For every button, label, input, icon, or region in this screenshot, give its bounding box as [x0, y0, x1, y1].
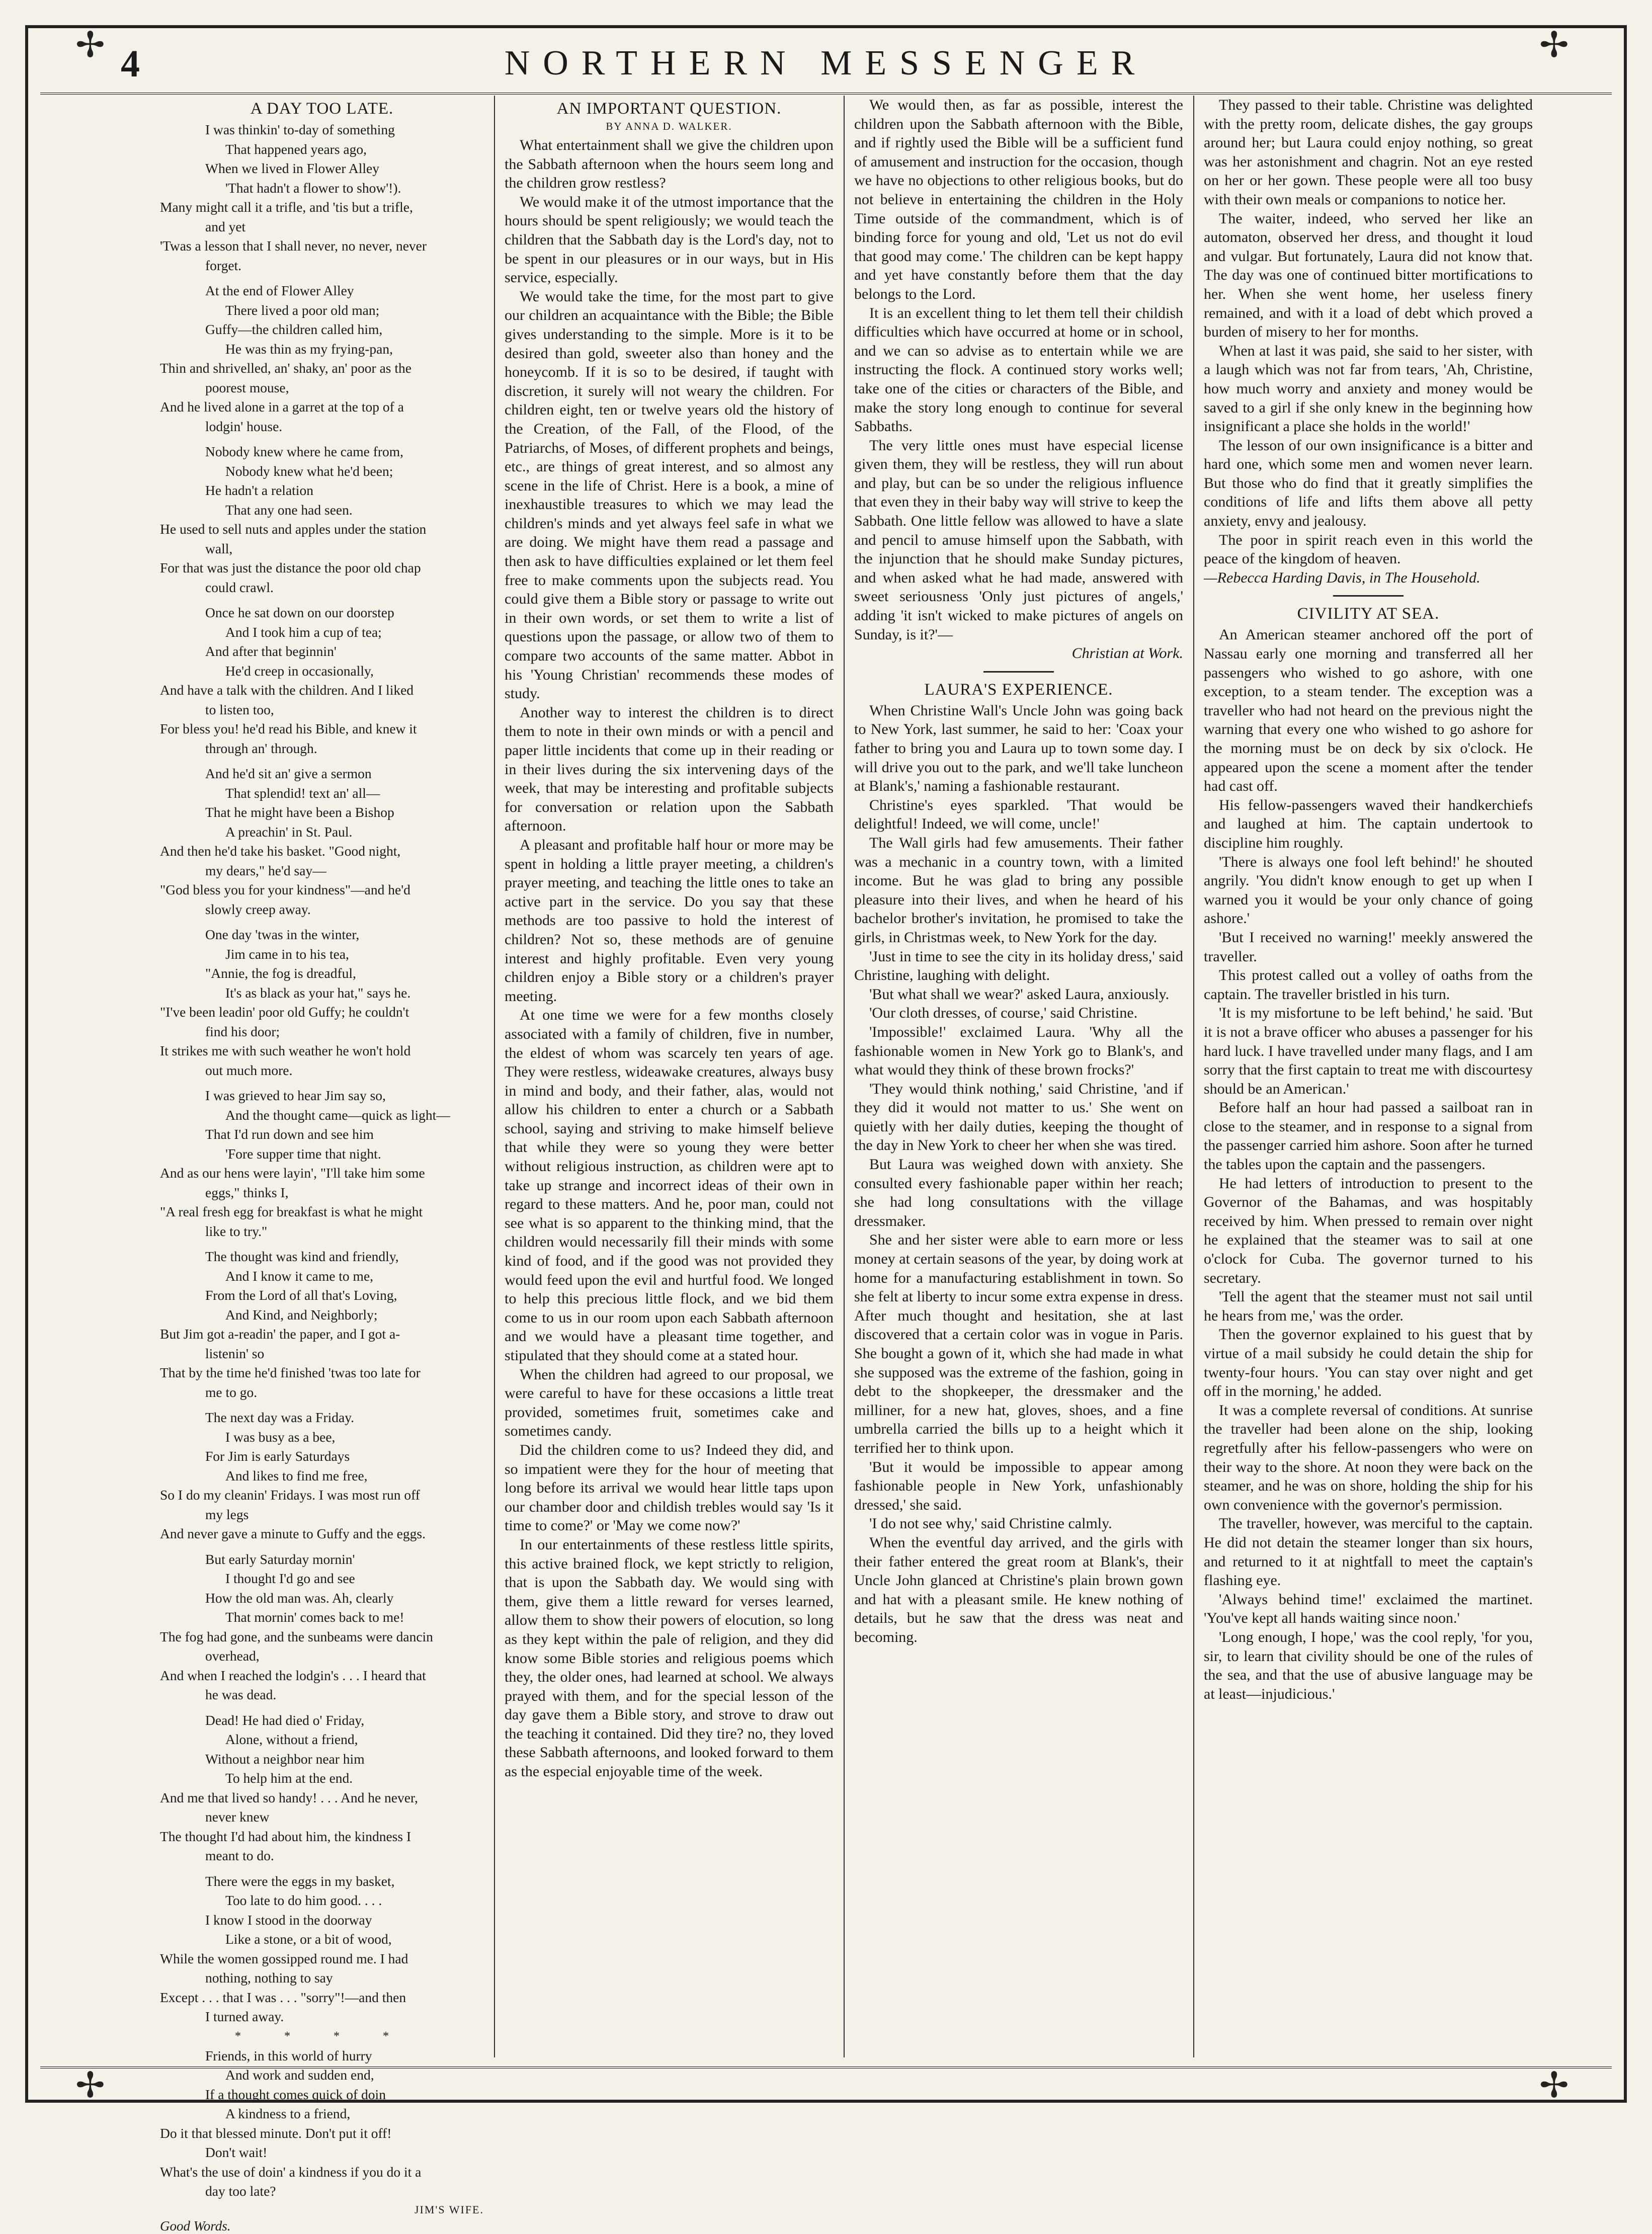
poem-line: 'That hadn't a flower to show'!).	[225, 180, 401, 196]
poem-line: And as our hens were layin', "I'll take him some	[160, 1165, 425, 1181]
paragraph: Another way to interest the children is to direct them to note in their own minds or with a pencil and paper little incidents that come up in their reading or in their lives during the six intervening days of the week, that may be interesting and profitable subjects for conversation or relation upon the Sabbath afternoon.	[505, 704, 834, 835]
poem-line: The fog had gone, and the sunbeams were dancin	[160, 1628, 433, 1644]
paragraph: A pleasant and profitable half hour or more may be spent in holding a little prayer meeting, a children's prayer meeting, and teaching the little ones to take an active part in the service. Do you say that these methods are too passive to hold the interest of children? Not so, these methods are of genuine interest and highly profitable. Even very young children enjoy a Bible story or a children's prayer meeting.	[505, 836, 834, 1005]
poem-line: That splendid! text an' all—	[225, 785, 380, 801]
paragraph: They passed to their table. Christine was delighted with the pretty room, delicate dishes, the gay groups around her; but Laura could enjoy nothing, so great was her astonishment and chagrin. Not an eye rested on her or her gown. These people were all too busy with their own meals or companions to notice her.	[1204, 97, 1533, 208]
poem-line: Thin and shrivelled, an' shaky, an' poor as the	[160, 360, 411, 376]
article-body	[1204, 625, 1533, 1703]
poem-signature: JIM'S WIFE.	[414, 2203, 484, 2216]
poem-line: He'd creep in occasionally,	[225, 663, 374, 679]
poem-line: How the old man was. Ah, clearly	[205, 1590, 394, 1606]
poem-line: And never gave a minute to Guffy and the eggs.	[160, 1526, 426, 1541]
stanza-gap	[160, 275, 484, 281]
paragraph: What entertainment shall we give the children upon the Sabbath afternoon when the hours seem long and the children grow restless?	[505, 137, 834, 192]
poem-line: And work and sudden end,	[225, 2067, 374, 2083]
paragraph: When at last it was paid, she said to her sister, with a laugh which was not far from tears, 'Ah, Christine, how much worry and anxiety and money would be saved to a girl if she only knew in the beginning how insignificant a place she holds in the world!'	[1204, 342, 1533, 435]
poem-line: So I do my cleanin' Fridays. I was most run off	[160, 1487, 420, 1503]
paragraph: We would then, as far as possible, interest the children upon the Sabbath afternoon with the Bible, and if rightly used the Bible will be a sufficient fund of amusement and instruction for the occasion, though we have no objections to other religious books, but do not believe in entertaining the children in the Holy Time outside of the commandment, which is of binding force for young and old, 'Let us not do evil that good may come.' The children can be kept happy and yet have constantly before them that the day belongs to the Lord.	[854, 97, 1183, 302]
poem-line: When we lived in Flower Alley	[205, 160, 379, 176]
poem-line: And he lived alone in a garret at the top of a	[160, 399, 404, 415]
newspaper-title: NORTHERN MESSENGER	[504, 44, 1148, 82]
poem-line: While the women gossipped round me. I had	[160, 1950, 408, 1966]
poem-line: That by the time he'd finished 'twas too late for	[160, 1365, 421, 1380]
stanza-gap	[160, 1402, 484, 1408]
paragraph: When the children had agreed to our proposal, we were careful to have for these occasions a little treat provided, sometimes fruit, sometimes cake and sometimes candy.	[505, 1366, 834, 1440]
paragraph: The traveller, however, was merciful to the captain. He did not detain the steamer longer than six hours, and returned to it at nightfall to meet the captain's flashing eye.	[1204, 1515, 1533, 1589]
poem-line: and yet	[205, 218, 246, 234]
poem-line: slowly creep away.	[205, 901, 311, 917]
poem-line: 'Twas a lesson that I shall never, no never, never	[160, 238, 427, 254]
poem-line: A kindness to a friend,	[225, 2106, 351, 2121]
poem-line: through an' through.	[205, 740, 317, 756]
poem-line: The thought was kind and friendly,	[205, 1249, 399, 1264]
poem-line: poorest mouse,	[205, 379, 289, 395]
paragraph: 'But it would be impossible to appear among fashionable people in New York, unfashionably dressed,' she said.	[854, 1458, 1183, 1513]
paragraph: 'It is my misfortune to be left behind,' he said. 'But it is not a brave officer who abuses a passenger for his hard luck. I have travelled under many flags, and I am sorry that the first captain to treat me with discourtesy should be an American.'	[1204, 1005, 1533, 1097]
article-byline: BY ANNA D. WALKER.	[606, 120, 732, 132]
poem-line: The thought I'd had about him, the kindness I	[160, 1828, 411, 1844]
stanza-gap	[160, 1544, 484, 1550]
stanza-gap	[160, 1705, 484, 1711]
poem-line: Don't wait!	[205, 2144, 268, 2160]
poem-line: out much more.	[205, 1062, 293, 1078]
paragraph: 'But I received no warning!' meekly answered the traveller.	[1204, 929, 1533, 965]
poem-line: to listen too,	[205, 701, 274, 717]
poem-line: wall,	[205, 540, 233, 556]
article-body	[505, 136, 834, 1781]
column-rule	[494, 96, 495, 2057]
corner-ornament-top-left: ✢	[75, 26, 105, 65]
poem-line: To help him at the end.	[225, 1770, 353, 1786]
paragraph: 'But what shall we wear?' asked Laura, anxiously.	[869, 985, 1170, 1003]
paragraph: 'They would think nothing,' said Christine, 'and if they did it would not matter to us.' She went on quietly with her daily duties, keeping the thought of the day in New York to cheer her when she was tired.	[854, 1080, 1183, 1154]
paragraph: 'Always behind time!' exclaimed the martinet. 'You've kept all hands waiting since noon.'	[1204, 1591, 1533, 1627]
poem-line: I was grieved to hear Jim say so,	[205, 1088, 386, 1103]
poem-line: Except . . . that I was . . . "sorry"!—and then	[160, 1989, 406, 2005]
paragraph: When Christine Wall's Uncle John was going back to New York, last summer, he said to her: 'Coax your father to bring you and Laura up to town some day. I will drive you out to the park, and we'll take luncheon at Blank's,' naming a fashionable restaurant.	[854, 702, 1183, 795]
paragraph: An American steamer anchored off the port of Nassau early one morning and transferred all her passengers who wished to go ashore, with one exception, to a steam tender. The exception was a traveller who had not heard on the previous night the warning that every one who wished to go ashore for the morning must be on deck by six o'clock. He appeared upon the scene a moment after the tender had cast off.	[1204, 626, 1533, 795]
poem-line: Once he sat down on our doorstep	[205, 605, 394, 620]
poem-line: And when I reached the lodgin's . . . I heard that	[160, 1667, 426, 1683]
poem-line: And Kind, and Neighborly;	[225, 1306, 378, 1322]
stanza-gap	[160, 919, 484, 925]
poem-line: could crawl.	[205, 579, 274, 595]
poem-line: never knew	[205, 1809, 270, 1825]
paragraph: 'I do not see why,' said Christine calmly.	[869, 1515, 1112, 1532]
poem-line: me to go.	[205, 1384, 258, 1400]
poem-line: Too late to do him good. . . .	[225, 1892, 382, 1908]
poem-line: Friends, in this world of hurry	[205, 2047, 372, 2063]
poem-line: He was thin as my frying-pan,	[225, 341, 393, 357]
paragraph: We would make it of the utmost importance that the hours should be spent religiously; we would teach the children that the Sabbath day is the Lord's day, not to be spent in our pleasures or in our ways, but in His service, especially.	[505, 193, 834, 286]
poem-line: One day 'twas in the winter,	[205, 927, 360, 942]
corner-ornament-bottom-left: ✢	[75, 2066, 105, 2105]
paragraph: The very little ones must have especial license given them, they will be restless, they will run about and play, but can be so under the religious influence that even they in their baby way will strive to keep the Sabbath. One little fellow was allowed to have a slate and pencil to amuse himself upon the Sabbath, with the injunction that he should make Sunday pictures, and when asked what he had made, answered with sweet seriousness 'Only just pictures of angels,' adding 'it isn't wicked to make pictures of angels on Sunday, is it?'—	[854, 437, 1183, 643]
poem-line: And likes to find me free,	[225, 1467, 368, 1483]
stanza-gap	[160, 597, 484, 603]
poem-line: There were the eggs in my basket,	[205, 1873, 395, 1889]
stanza-gap	[160, 1080, 484, 1086]
poem-line: Jim came in to his tea,	[225, 946, 349, 962]
paragraph: This protest called out a volley of oaths from the captain. The traveller bristled in his turn.	[1204, 967, 1533, 1003]
poem-line: he was dead.	[205, 1687, 277, 1702]
poem-line: I turned away.	[205, 2009, 284, 2024]
page-number: 4	[121, 43, 140, 85]
poem-body	[160, 120, 484, 2027]
poem-line: From the Lord of all that's Loving,	[205, 1287, 397, 1303]
poem-line: Alone, without a friend,	[225, 1731, 358, 1747]
poem-line: Without a neighbor near him	[205, 1751, 365, 1767]
poem-line: For bless you! he'd read his Bible, and knew it	[160, 721, 417, 736]
paragraph: When the eventful day arrived, and the girls with their father entered the great room at Blank's, their Uncle John glanced at Christine's plain brown gown and hat with a pleasant smile. He knew nothing of details, but he saw that the dress was neat and becoming.	[854, 1534, 1183, 1645]
paragraph: 'There is always one fool left behind!' he shouted angrily. 'You didn't know enough to get up when I warned you it would be your only chance of going ashore.'	[1204, 853, 1533, 927]
article-title: CIVILITY AT SEA.	[1297, 605, 1440, 623]
poem-line: But early Saturday mornin'	[205, 1551, 355, 1567]
poem-line: day too late?	[205, 2183, 276, 2199]
column-important-question	[495, 96, 843, 2057]
poem-line: "A real fresh egg for breakfast is what he might	[160, 1204, 423, 1219]
article-continuation	[854, 96, 1183, 663]
poem-line: "I've been leadin' poor old Guffy; he couldn't	[160, 1004, 409, 1020]
poem-line: And the thought came—quick as light—	[225, 1107, 450, 1123]
paragraph: She and her sister were able to earn more or less money at certain seasons of the year, by doing work at home for a manufacturing establishment in town. So she felt at liberty to incur some extra expense in dress. After much thought and hesitation, she at last discovered that a certain color was in vogue in Paris. She bought a gown of it, which she had made in what she supposed was the extreme of the fashion, going in debt to the shopkeeper, the dressmaker and the milliner, for a new hat, gloves, shoes, and a fine umbrella carried the bills up to a height which it terrified her to think upon.	[854, 1231, 1183, 1456]
poem-line: Nobody knew what he'd been;	[225, 463, 393, 479]
paragraph: It was a complete reversal of conditions. At sunrise the traveller had been alone on the ship, looking regretfully after his fellow-passengers who were on their way to the shore. At noon they were back on the steamer, and he was on shore, holding the ship for his own convenience with the governor's permission.	[1204, 1401, 1533, 1513]
column-rule	[1193, 96, 1194, 2057]
paragraph: 'Impossible!' exclaimed Laura. 'Why all the fashionable women in New York go to Blank's, and what would they think of these brown frocks?'	[854, 1023, 1183, 1079]
poem-line: But Jim got a-readin' the paper, and I got a-	[160, 1326, 400, 1342]
poem-line: And me that lived so handy! . . . And he never,	[160, 1789, 418, 1805]
poem-line: lodgin' house.	[205, 418, 283, 434]
poem-line: It strikes me with such weather he won't hold	[160, 1043, 411, 1058]
column-civility-at-sea	[1195, 96, 1542, 2057]
poem-line: At the end of Flower Alley	[205, 283, 354, 298]
poem-line: I was busy as a bee,	[225, 1429, 336, 1445]
poem-line: Dead! He had died o' Friday,	[205, 1712, 365, 1728]
poem-line: eggs," thinks I,	[205, 1184, 289, 1200]
poem-line: nothing, nothing to say	[205, 1970, 333, 1985]
paragraph: Then the governor explained to his guest that by virtue of a mail subsidy he could detain the ship for twenty-four hours. 'You can stay over night and get off in the morning,' he added.	[1204, 1326, 1533, 1400]
poem-line: And I know it came to me,	[225, 1268, 374, 1284]
poem-line: That mornin' comes back to me!	[225, 1609, 404, 1625]
paragraph: The lesson of our own insignificance is a bitter and hard one, which some men and women never learn. But those who do find that it greatly simplifies the conditions of life and lifts them above all petty anxiety, envy and jealousy.	[1204, 437, 1533, 530]
poem-line: forget.	[205, 257, 242, 273]
article-continuation	[1204, 96, 1533, 587]
poem-line: That happened years ago,	[225, 141, 367, 157]
paragraph: The waiter, indeed, who served her like an automaton, observed her dress, and thought it loud and vulgar. But fortunately, Laura did not know that. The day was one of continued bitter mortifications to her. When she went home, her useless finery remained, and with it a load of debt which proved a burden of misery to her for months.	[1204, 210, 1533, 341]
paragraph: 'Our cloth dresses, of course,' said Christine.	[869, 1005, 1138, 1022]
poem-line: And he'd sit an' give a sermon	[205, 766, 372, 781]
paragraph: It is an excellent thing to let them tell their childish difficulties which have occurred at home or in school, and we can so advise as to entertain while we are instructing the flock. A continued story works well; take one of the cities or characters of the Bible, and make the story long enough to continue for several Sabbaths.	[854, 304, 1183, 435]
poem-line: my legs	[205, 1506, 249, 1522]
poem-line: The next day was a Friday.	[205, 1410, 355, 1425]
article-title: LAURA'S EXPERIENCE.	[924, 680, 1113, 699]
stanza-gap	[160, 1241, 484, 1247]
poem-line: Do it that blessed minute. Don't put it off!	[160, 2125, 392, 2141]
paragraph: In our entertainments of these restless little spirits, this active brained flock, we kept strictly to religion, that is upon the Sabbath day. We would sing with them, give them a little reward for verses learned, allow them to show their powers of elocution, so long as they kept within the pale of religion, and they did know some Bible stories and religious poems which they, the older ones, had learned at school. We always prayed with them, and for the special lesson of the day gave them a Bible story, and strove to draw out the teaching it contained. Did they tire? no, they loved these Sabbath afternoons, and looked forward to them as the especial enjoyable time of the week.	[505, 1536, 834, 1780]
article-source: —Rebecca Harding Davis, in The Household.	[1204, 569, 1480, 586]
poem-line: He used to sell nuts and apples under the station	[160, 521, 427, 537]
poem-line: For that was just the distance the poor old chap	[160, 560, 421, 575]
paragraph: His fellow-passengers waved their handkerchiefs and laughed at him. The captain undertook to discipline him roughly.	[1204, 796, 1533, 851]
corner-ornament-bottom-right: ✢	[1539, 2066, 1569, 2105]
poem-line: Nobody knew where he came from,	[205, 444, 404, 459]
stanza-gap	[160, 758, 484, 764]
poem-line: I was thinkin' to-day of something	[205, 122, 395, 137]
column-laura-experience	[845, 96, 1192, 2057]
poem-line: my dears," he'd say—	[205, 862, 326, 878]
article-body	[854, 701, 1183, 1647]
paragraph: 'Just in time to see the city in its holiday dress,' said Christine, laughing with delight.	[854, 948, 1183, 984]
poem-title: A DAY TOO LATE.	[250, 100, 394, 118]
poem-line: "Annie, the fog is dreadful,	[205, 965, 356, 981]
paragraph: But Laura was weighed down with anxiety. She consulted every fashionable paper within her reach; she had long consultations with the village dressmaker.	[854, 1156, 1183, 1229]
poem-line: Guffy—the children called him,	[205, 321, 383, 337]
poem-line: It's as black as your hat," says he.	[225, 984, 411, 1001]
article-source: Christian at Work.	[1071, 645, 1183, 662]
poem-line: And after that beginnin'	[205, 643, 337, 659]
poem-line: And have a talk with the children. And I liked	[160, 682, 414, 698]
paragraph: The Wall girls had few amusements. Their father was a mechanic in a country town, with a limited income. But he was glad to bring any possible pleasure into their lives, and when he heard of his bachelor brother's invitation, he promised to take the girls, in Christmas week, to New York for the day.	[854, 834, 1183, 946]
paragraph: Christine's eyes sparkled. 'That would be delightful! Indeed, we will come, uncle!'	[854, 796, 1183, 833]
paragraph: 'Long enough, I hope,' was the cool reply, 'for you, sir, to learn that civility should be one of the rules of the sea, and that the use of abusive language may be at least—injudicious.'	[1204, 1628, 1533, 1702]
poem-line: That I'd run down and see him	[205, 1126, 374, 1142]
poem-line: A preachin' in St. Paul.	[225, 823, 353, 840]
poem-line: He hadn't a relation	[205, 482, 313, 498]
poem-line: And then he'd take his basket. "Good night,	[160, 843, 401, 859]
footer-rule	[40, 2066, 1612, 2068]
corner-ornament-top-right: ✢	[1539, 26, 1569, 65]
poem-line: I thought I'd go and see	[225, 1570, 355, 1586]
column-poem	[151, 96, 493, 2233]
poem-line: overhead,	[205, 1648, 260, 1664]
stanza-gap	[160, 436, 484, 442]
paragraph: He had letters of introduction to present to the Governor of the Bahamas, and was hospitably received by him. When pressed to remain over night he explained that the steamer was to sail at one o'clock for Cuba. The governor turned to his secretary.	[1204, 1175, 1533, 1286]
poem-line: That any one had seen.	[225, 502, 353, 518]
poem-line: If a thought comes quick of doin	[205, 2086, 386, 2102]
paragraph: Before half an hour had passed a sailboat ran in close to the steamer, and in response to a signal from the passenger carried him ashore. Soon after he turned the tables upon the captain and the passengers.	[1204, 1099, 1533, 1173]
poem-line: Many might call it a trifle, and 'tis but a trifle,	[160, 199, 413, 215]
poem-line: listenin' so	[205, 1345, 265, 1361]
poem-final-stanza	[160, 2046, 484, 2201]
stanza-gap	[160, 1866, 484, 1872]
poem-line: find his door;	[205, 1023, 280, 1039]
poem-line: What's the use of doin' a kindness if you do it a	[160, 2164, 422, 2180]
paragraph: At one time we were for a few months closely associated with a family of children, five in number, the eldest of whom was scarcely ten years of age. They were restless, wideawake creatures, always busy in mind and body, and their father, alas, would not allow his children to enter a church or a Sabbath school, saying and striving to make himself believe that while they were so young they were better without religious instruction, as children were apt to take up strange and incorrect ideas of their own in regard to these matters. And he, poor man, could not see what is so apparent to the thinking mind, that the children would necessarily fill their minds with some kind of food, and if the good was not provided they would feed upon the evil and hurtful food. We longed to help this precious little flock, and we bid them come to us in our room upon each Sabbath afternoon and we would have a pleasant time together, and stipulated that they should come at a stated hour.	[505, 1007, 834, 1364]
paragraph: We would take the time, for the most part to give our children an acquaintance with the Bible; the Bible gives understanding to the simple. More is it to be desired than gold, sweeter also than honey and the honeycomb. If it is so to be desired, if taught with discretion, it surely will not weary the children. For children eight, ten or twelve years old the history of the Creation, of the Fall, of the Flood, of the Patriarchs, of Moses, of different prophets and beings, etc., are things of great interest, and so almost any scene in the life of Christ. Here is a book, a mine of inexhaustible treasures to which we may lead the children's minds and yet always feel safe in what we are doing. We might have them read a passage and then ask to have difficulties explained or let them feel free to make comments upon the subjects read. You could give them a Bible story or passage to write out in their own words, or set them to write a list of questions upon the passage, or allow two of them to compare two accounts of the same matter. Abbot in his 'Young Christian' recommends these modes of study.	[505, 288, 834, 702]
poem-line: I know I stood in the doorway	[205, 1912, 372, 1928]
paragraph: Did the children come to us? Indeed they did, and so impatient were they for the hour of meeting that long before its arrival we would hear little taps upon our chamber door and childish trebles would say 'Is it time to come?' or 'May we come now?'	[505, 1441, 834, 1534]
article-title: AN IMPORTANT QUESTION.	[556, 100, 782, 118]
column-rule	[844, 96, 845, 2057]
poem-line: And I took him a cup of tea;	[225, 624, 382, 640]
poem-line: 'Fore supper time that night.	[225, 1145, 381, 1162]
poem-line: meant to do.	[205, 1848, 274, 1863]
poem-line: Like a stone, or a bit of wood,	[225, 1931, 392, 1947]
poem-line: "God bless you for your kindness"—and he'd	[160, 882, 410, 897]
paragraph: 'Tell the agent that the steamer must not sail until he hears from me,' was the order.	[1204, 1288, 1533, 1324]
poem-line: There lived a poor old man;	[225, 302, 380, 318]
section-divider	[983, 671, 1054, 673]
section-divider	[1333, 595, 1403, 597]
paragraph: The poor in spirit reach even in this world the peace of the kingdom of heaven.	[1204, 531, 1533, 567]
poem-source: Good Words.	[160, 2218, 231, 2233]
masthead-rule	[40, 40, 1612, 95]
poem-line: For Jim is early Saturdays	[205, 1448, 350, 1464]
poem-stars: * * * *	[235, 2029, 409, 2043]
poem-line: That he might have been a Bishop	[205, 804, 394, 820]
poem-line: like to try."	[205, 1223, 268, 1239]
